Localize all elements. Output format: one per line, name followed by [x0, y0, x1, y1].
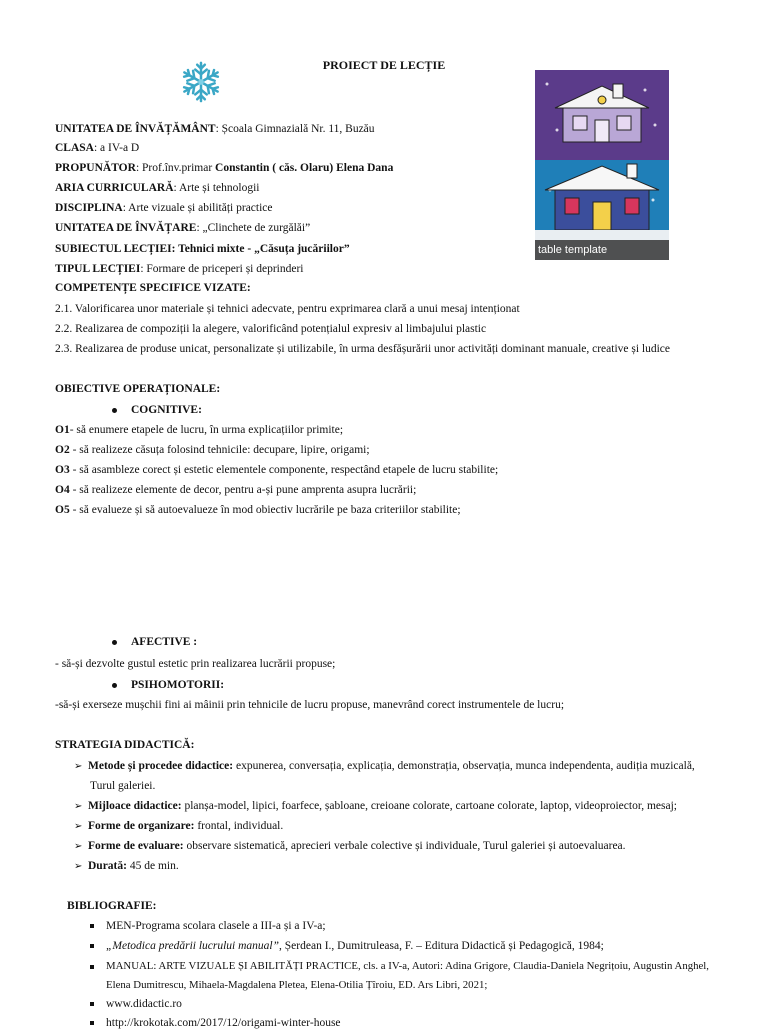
- competenta-item: 2.1. Valorificarea unor materiale și tehnici adecvate, pentru exprimarea clară a unui mesaj intenționat: [55, 303, 520, 315]
- strategia-heading: STRATEGIA DIDACTICĂ:: [55, 739, 195, 751]
- square-bullet-icon: [90, 944, 94, 948]
- psihomotorii-text: -să-și exerseze mușchii fini ai mâinii prin tehnicile de lucru propuse, manevrând corect instrumentele de lucru;: [55, 699, 565, 711]
- bibliografie-item-cont: Elena Dumitrescu, Mihaela-Magdalena Pletea, Elena-Otilia Țîroiu, ED. Ars Libri, 2021;: [106, 979, 488, 991]
- document-title: PROIECT DE LECȚIE: [322, 58, 446, 72]
- obiectiv-item: O1- să enumere etapele de lucru, în urma explicațiilor primite;: [55, 424, 344, 436]
- psihomotorii-label: PSIHOMOTORII:: [112, 677, 224, 693]
- arrow-icon: ➢: [74, 821, 83, 832]
- competente-heading: COMPETENȚE SPECIFICE VIZATE:: [55, 282, 251, 294]
- arrow-icon: ➢: [74, 861, 83, 872]
- bullet-icon: [112, 683, 117, 688]
- obiectiv-item: O5 - să evalueze și să autoevalueze în mod obiectiv lucrările pe baza criteriilor stabilite;: [55, 504, 461, 516]
- bibliografie-item[interactable]: www.didactic.ro: [90, 996, 182, 1012]
- obiectiv-item: O3 - să asambleze corect și estetic elementele componente, respectând etapele de lucru stabilite;: [55, 464, 499, 476]
- bibliografie-item[interactable]: http://krokotak.com/2017/12/origami-winter-house: [90, 1015, 341, 1031]
- square-bullet-icon: [90, 1021, 94, 1025]
- snowflake-icon: [178, 58, 224, 106]
- strategia-item: ➢ Forme de evaluare: observare sistematică, aprecieri verbale colective și individuale, Turul galeriei și autoevaluarea.: [74, 838, 626, 855]
- field-disciplina: DISCIPLINA: Arte vizuale și abilități practice: [55, 202, 273, 214]
- arrow-icon: ➢: [74, 801, 83, 812]
- competenta-item: 2.3. Realizarea de produse unicat, personalizate și utilizabile, în urma desfășurării unor activități dominant manuale, creative și ludice: [55, 343, 671, 355]
- arrow-icon: ➢: [74, 761, 83, 772]
- bullet-icon: [112, 640, 117, 645]
- afective-label: AFECTIVE :: [112, 634, 197, 650]
- bullet-icon: [112, 408, 117, 413]
- obiective-heading: OBIECTIVE OPERAȚIONALE:: [55, 383, 221, 395]
- winter-house-photo: [535, 70, 669, 260]
- strategia-item: ➢ Forme de organizare: frontal, individual.: [74, 818, 283, 835]
- field-tipul: TIPUL LECȚIEI: Formare de priceperi și deprinderi: [55, 263, 304, 275]
- field-subiectul: SUBIECTUL LECȚIEI: Tehnici mixte - „Căsuța jucăriilor”: [55, 243, 350, 255]
- bibliografie-item: MANUAL: ARTE VIZUALE ȘI ABILITĂȚI PRACTICE, cls. a IV-a, Autori: Adina Grigore, Claudia-Daniela Negrițoiu, Augustin Anghel,: [90, 958, 709, 974]
- obiectiv-item: O2 - să realizeze căsuța folosind tehnicile: decupare, lipire, origami;: [55, 444, 370, 456]
- arrow-icon: ➢: [74, 841, 83, 852]
- bibliografie-heading: BIBLIOGRAFIE:: [67, 900, 157, 912]
- field-unitatea-invatare: UNITATEA DE ÎNVĂȚARE: „Clinchete de zurgălăi”: [55, 222, 311, 234]
- obiectiv-item: O4 - să realizeze elemente de decor, pentru a-și pune amprenta asupra lucrării;: [55, 484, 417, 496]
- strategia-item-cont: Turul galeriei.: [90, 780, 156, 792]
- square-bullet-icon: [90, 924, 94, 928]
- square-bullet-icon: [90, 1002, 94, 1006]
- field-aria-curriculara: ARIA CURRICULARĂ: Arte și tehnologii: [55, 182, 260, 194]
- field-unitatea: UNITATEA DE ÎNVĂȚĂMÂNT: Școala Gimnazială Nr. 11, Buzău: [55, 123, 375, 135]
- strategia-item: ➢ Metode și procedee didactice: expunerea, conversația, explicația, demonstrația, observația, munca independenta, audiția muzicală,: [74, 758, 695, 775]
- bibliografie-item: „Metodica predării lucrului manual”, Șerdean I., Dumitruleasa, F. – Editura Didactică și Pedagogică, 1984;: [90, 938, 604, 954]
- bibliografie-item: MEN-Programa scolara clasele a III-a și a IV-a;: [90, 918, 326, 934]
- strategia-item: ➢ Mijloace didactice: planșa-model, lipici, foarfece, șabloane, creioane colorate, cartoane colorate, laptop, videoproiector, mesaj;: [74, 798, 677, 815]
- field-propunator: PROPUNĂTOR: Prof.înv.primar Constantin ( căs. Olaru) Elena Dana: [55, 162, 394, 174]
- competenta-item: 2.2. Realizarea de compoziții la alegere, valorificând potențialul expresiv al limbajului plastic: [55, 323, 487, 335]
- field-clasa: CLASA: a IV-a D: [55, 142, 140, 154]
- cognitive-label: COGNITIVE:: [112, 402, 202, 418]
- strategia-item: ➢ Durată: 45 de min.: [74, 858, 179, 875]
- photo-caption: table template: [538, 244, 608, 256]
- square-bullet-icon: [90, 965, 94, 969]
- afective-text: - să-și dezvolte gustul estetic prin realizarea lucrării propuse;: [55, 658, 336, 670]
